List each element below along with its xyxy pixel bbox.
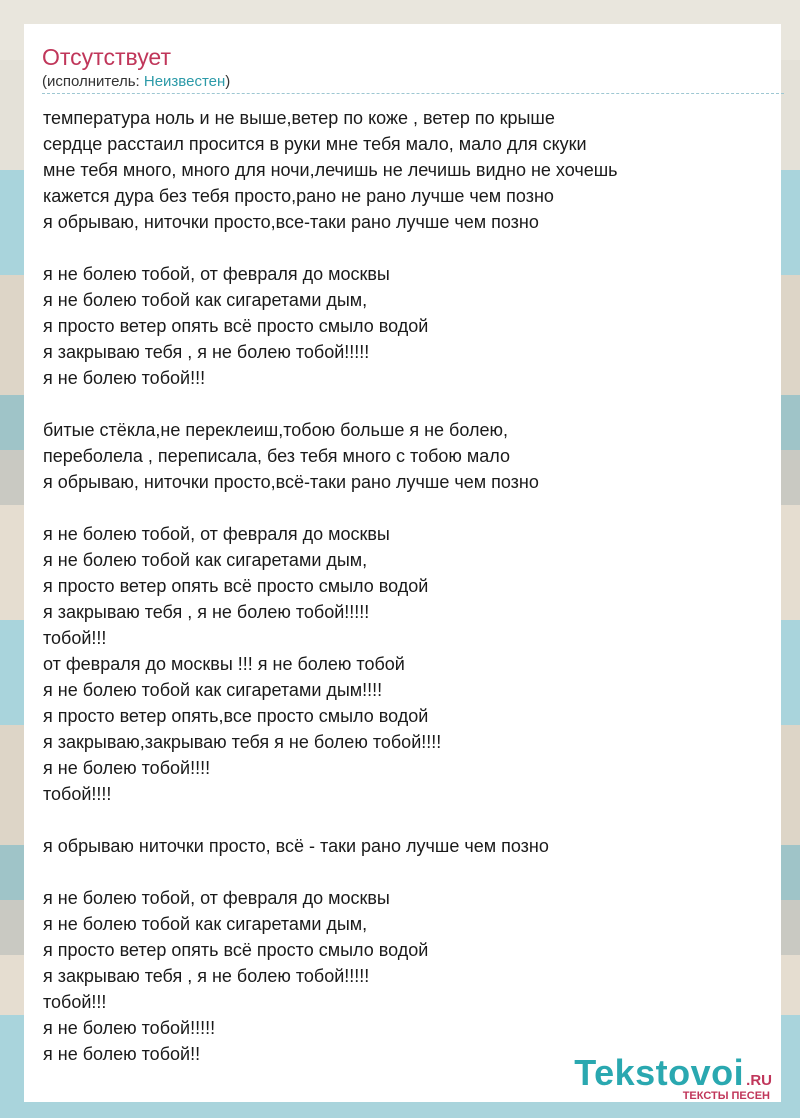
logo-name: Tekstovoi xyxy=(574,1052,745,1093)
lyric-line: битые стёкла,не переклеиш,тобою больше я не болею, xyxy=(43,420,508,440)
lyric-line: я не болею тобой как сигаретами дым, xyxy=(43,914,368,934)
lyric-line: я обрываю, ниточки просто,все-таки рано лучше чем позно xyxy=(43,212,539,232)
lyric-line: тобой!!!! xyxy=(43,784,112,804)
lyric-line xyxy=(43,235,618,261)
artist-link[interactable]: Неизвестен xyxy=(143,73,226,90)
lyric-line: я закрываю,закрываю тебя я не болею тобой!!!! xyxy=(43,732,442,752)
site-logo[interactable] xyxy=(574,1052,772,1102)
lyric-line: я обрываю, ниточки просто,всё-таки рано лучше чем позно xyxy=(43,472,539,492)
lyric-line: я не болею тобой, от февраля до москвы xyxy=(43,524,390,544)
lyric-line: я обрываю ниточки просто, всё - таки рано лучше чем позно xyxy=(43,836,549,856)
lyric-line xyxy=(43,807,618,833)
lyric-line: я не болею тобой, от февраля до москвы xyxy=(43,264,390,284)
lyric-line: сердце расстаил просится в руки мне тебя мало, мало для скуки xyxy=(43,134,587,154)
lyric-line: от февраля до москвы !!! я не болею тобой xyxy=(43,654,405,674)
lyric-line: я не болею тобой как сигаретами дым!!!! xyxy=(43,680,383,700)
lyric-line xyxy=(43,391,618,417)
logo-tld: .RU xyxy=(746,1072,772,1089)
header-divider xyxy=(42,93,784,94)
artist-prefix: (исполнитель: xyxy=(42,73,144,90)
lyric-line: я не болею тобой!!!! xyxy=(43,758,211,778)
lyrics-text xyxy=(43,105,618,1067)
lyric-line: я просто ветер опять всё просто смыло водой xyxy=(43,316,429,336)
lyric-line: я не болею тобой, от февраля до москвы xyxy=(43,888,390,908)
lyric-line: я закрываю тебя , я не болею тобой!!!!! xyxy=(43,966,370,986)
lyric-line xyxy=(43,859,618,885)
lyric-line: мне тебя много, много для ночи,лечишь не лечишь видно не хочешь xyxy=(43,160,618,180)
lyric-line: тобой!!! xyxy=(43,628,107,648)
lyric-line: я не болею тобой!!! xyxy=(43,368,206,388)
lyric-line: я не болею тобой как сигаретами дым, xyxy=(43,550,368,570)
lyric-line: я просто ветер опять всё просто смыло водой xyxy=(43,940,429,960)
lyric-line: кажется дура без тебя просто,рано не рано лучше чем позно xyxy=(43,186,554,206)
lyric-line: я не болею тобой!!!!! xyxy=(43,1018,216,1038)
lyric-line: я закрываю тебя , я не болею тобой!!!!! xyxy=(43,342,370,362)
logo-tagline: ТЕКСТЫ ПЕСЕН xyxy=(682,1090,770,1102)
lyric-line: переболела , переписала, без тебя много с тобою мало xyxy=(43,446,511,466)
lyric-line: я не болею тобой!! xyxy=(43,1044,201,1064)
artist-suffix: ) xyxy=(225,73,231,90)
lyric-line: тобой!!! xyxy=(43,992,107,1012)
lyric-line: я не болею тобой как сигаретами дым, xyxy=(43,290,368,310)
artist-line xyxy=(42,73,230,90)
lyric-line: я просто ветер опять,все просто смыло водой xyxy=(43,706,429,726)
lyric-line: я закрываю тебя , я не болею тобой!!!!! xyxy=(43,602,370,622)
lyric-line: я просто ветер опять всё просто смыло водой xyxy=(43,576,429,596)
lyric-line: температура ноль и не выше,ветер по коже , ветер по крыше xyxy=(43,108,555,128)
song-title: Отсутствует xyxy=(42,44,171,70)
lyric-line xyxy=(43,495,618,521)
